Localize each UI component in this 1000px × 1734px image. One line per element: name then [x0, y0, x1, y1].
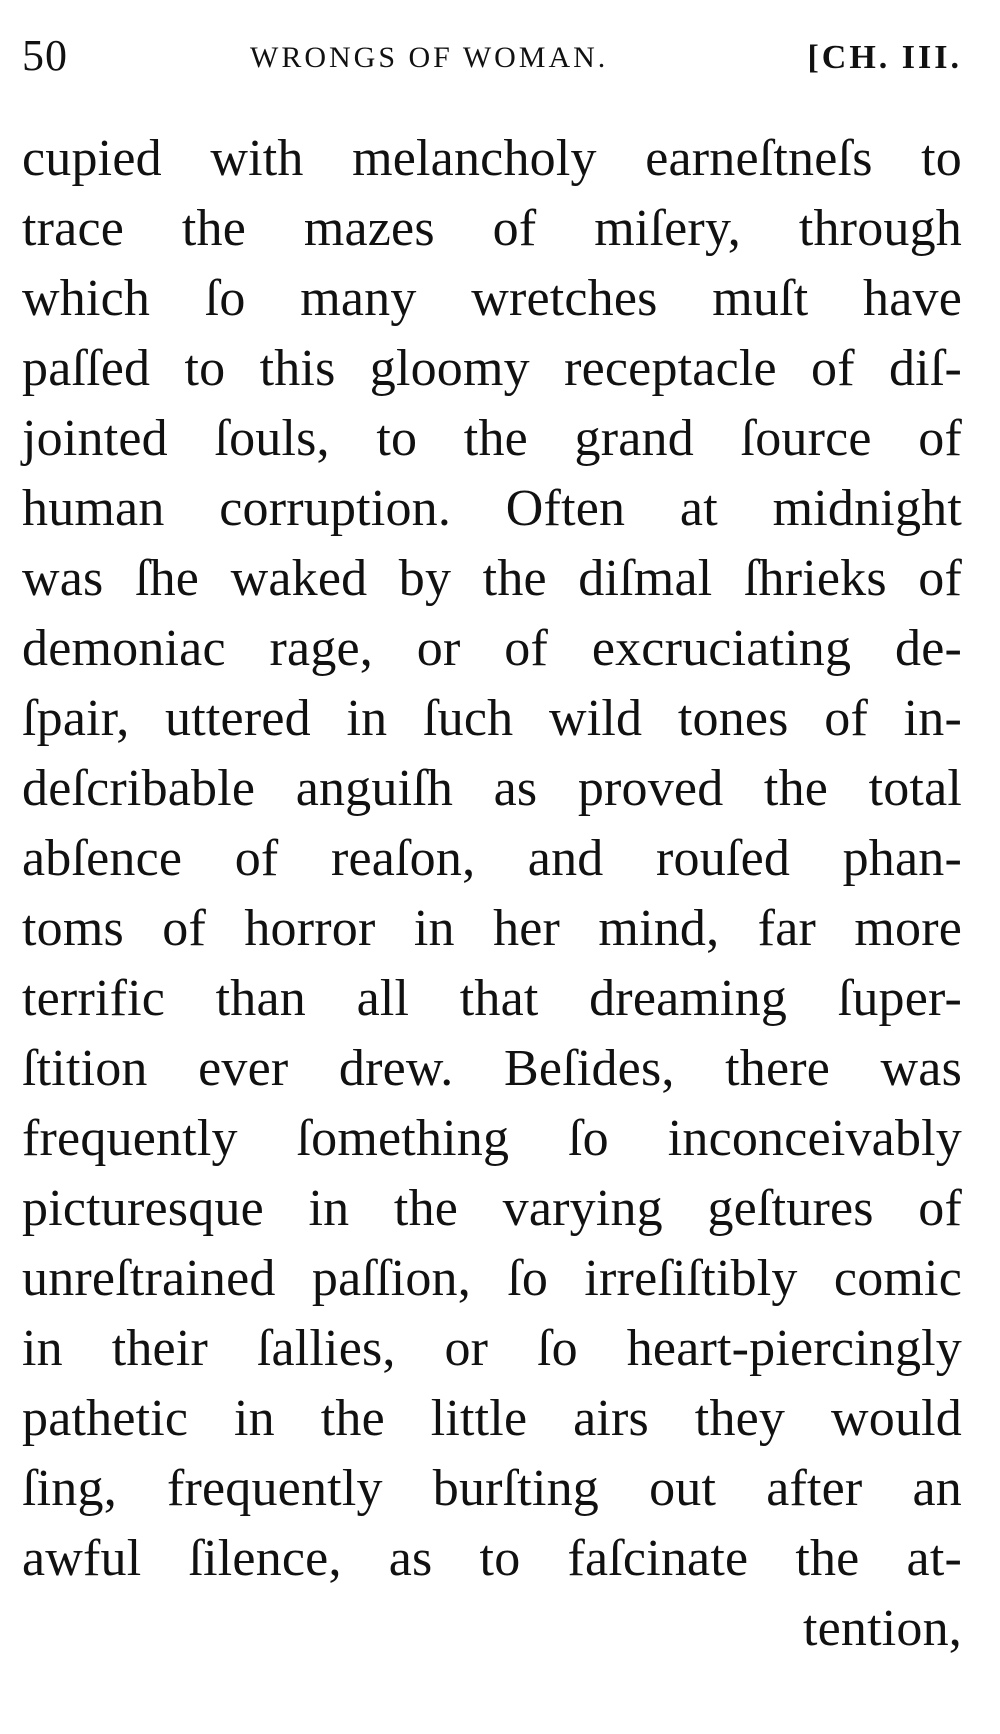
text-line-4: paſſed to this gloomy receptacle of diſ-: [22, 340, 962, 397]
text-line-19: pathetic in the little airs they would: [22, 1390, 962, 1447]
text-line-12: toms of horror in her mind, far more: [22, 900, 962, 957]
text-line-5: jointed ſouls, to the grand ſource of: [22, 410, 962, 467]
body-text: [22, 124, 962, 1664]
page-number: 50: [22, 31, 68, 80]
text-line-18: in their ſallies, or ſo heart-piercingly: [22, 1320, 962, 1377]
text-line-catchword: tention,: [802, 1600, 962, 1657]
text-line-2: trace the mazes of miſery, through: [22, 200, 962, 257]
text-line-8: demoniac rage, or of excruciating de-: [22, 620, 962, 677]
text-line-21: awful ſilence, as to faſcinate the at-: [22, 1530, 962, 1587]
running-title: WRONGS OF WOMAN.: [250, 41, 609, 74]
text-line-10: deſcribable anguiſh as proved the total: [22, 760, 962, 817]
running-header: [22, 30, 962, 82]
text-line-17: unreſtrained paſſion, ſo irreſiſtibly comic: [22, 1250, 962, 1307]
text-line-7: was ſhe waked by the diſmal ſhrieks of: [22, 550, 962, 607]
text-line-13: terrific than all that dreaming ſuper-: [22, 970, 962, 1027]
text-line-16: picturesque in the varying geſtures of: [22, 1180, 962, 1237]
chapter-mark: [CH. III.: [807, 39, 962, 76]
text-line-1: cupied with melancholy earneſtneſs to: [22, 130, 962, 187]
text-line-20: ſing, frequently burſting out after an: [22, 1460, 962, 1517]
text-line-11: abſence of reaſon, and rouſed phan-: [22, 830, 962, 887]
text-line-9: ſpair, uttered in ſuch wild tones of in-: [22, 690, 962, 747]
text-line-14: ſtition ever drew. Beſides, there was: [22, 1040, 962, 1097]
text-line-15: frequently ſomething ſo inconceivably: [22, 1110, 962, 1167]
text-line-3: which ſo many wretches muſt have: [22, 270, 962, 327]
text-line-6: human corruption. Often at midnight: [22, 480, 962, 537]
